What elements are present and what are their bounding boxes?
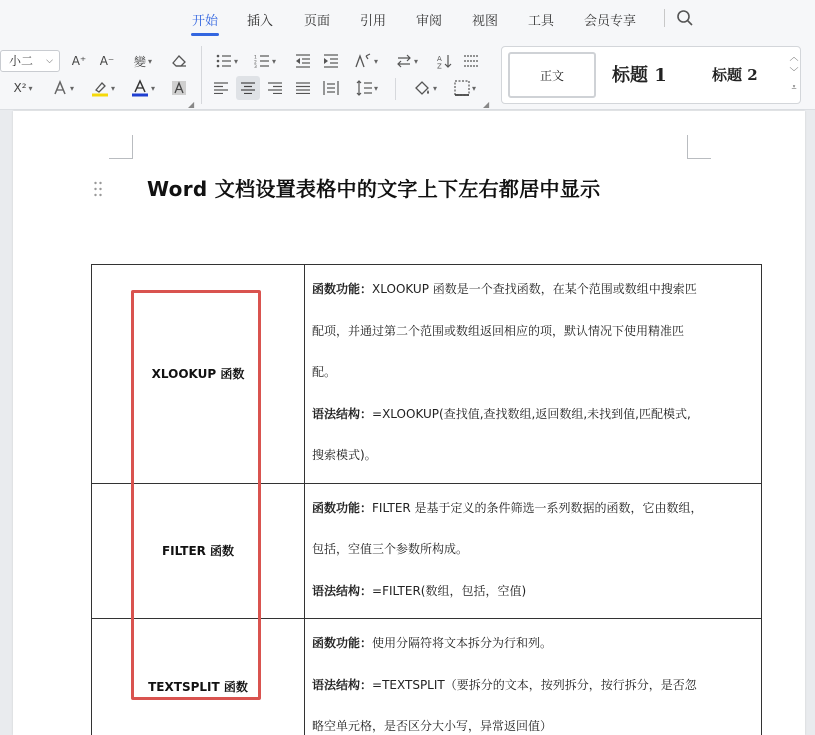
character-shading-button[interactable]: [168, 78, 190, 98]
description-line: 包括，空值三个参数所构成。: [312, 542, 469, 556]
sort-button[interactable]: [434, 51, 456, 71]
bullet-list-button[interactable]: [212, 51, 242, 71]
more-icon[interactable]: ⩡: [791, 83, 797, 93]
svg-text:1: 1: [253, 55, 257, 61]
text-direction-button[interactable]: [350, 51, 382, 71]
function-name-cell[interactable]: FILTER 函数: [92, 483, 305, 619]
show-marks-button[interactable]: [460, 51, 482, 71]
chevron-down-icon: ⌵: [46, 56, 53, 66]
paragraph-dialog-launcher-icon[interactable]: ◢: [483, 100, 490, 109]
decrease-indent-button[interactable]: [292, 51, 314, 71]
align-center-icon: [241, 82, 255, 94]
svg-text:2: 2: [253, 60, 257, 66]
grow-font-button[interactable]: A⁺: [71, 54, 87, 68]
clear-format-button[interactable]: [168, 51, 190, 71]
active-tab-indicator: [191, 33, 219, 36]
distributed-icon: [463, 54, 479, 68]
borders-icon: [454, 80, 470, 96]
description-line: 函数功能：XLOOKUP 函数是一个查找函数，在某个范围或数组中搜索匹: [312, 282, 697, 296]
font-size-value: 小二: [9, 54, 34, 68]
chevron-down-icon[interactable]: ﹀: [789, 68, 799, 78]
chevron-down-icon: ▾: [373, 83, 378, 93]
align-right-button[interactable]: [264, 78, 286, 98]
function-description-cell[interactable]: [305, 619, 762, 735]
function-name-cell[interactable]: XLOOKUP 函数: [92, 265, 305, 484]
shading-button[interactable]: [408, 78, 442, 98]
justify-button[interactable]: [292, 78, 314, 98]
phonetic-guide-button[interactable]: [126, 51, 160, 71]
tab-insert[interactable]: 插入: [247, 14, 274, 29]
align-center-button[interactable]: [236, 76, 260, 100]
tab-tools[interactable]: 工具: [528, 14, 555, 29]
document-title[interactable]: Word 文档设置表格中的文字上下左右都居中显示: [147, 177, 601, 201]
font-dialog-launcher-icon[interactable]: ◢: [188, 100, 195, 109]
tab-home[interactable]: 开始: [192, 14, 219, 29]
drag-handle-icon[interactable]: [93, 181, 103, 197]
chevron-down-icon: ▾: [28, 83, 33, 93]
description-line: 略空单元格，是否区分大小写，异常返回值）: [312, 719, 553, 733]
distributed-align-icon: [323, 81, 339, 95]
font-size-select[interactable]: [0, 50, 60, 72]
description-line: 函数功能：使用分隔符将文本拆分为行和列。: [312, 636, 553, 650]
group-divider: [201, 46, 202, 104]
phonetic-guide-label: 變: [133, 54, 146, 69]
justify-icon: [296, 82, 310, 94]
borders-button[interactable]: [448, 78, 482, 98]
home-ribbon: [0, 38, 815, 110]
text-direction-icon: [354, 53, 372, 69]
chevron-down-icon: ▾: [69, 83, 74, 93]
description-line: 配项，并通过第二个范围或数组返回相应的项，默认情况下使用精准匹: [312, 323, 685, 338]
tab-view[interactable]: 视图: [472, 14, 499, 29]
chevron-up-icon[interactable]: ︿: [789, 53, 799, 63]
description-line: 搜索模式)。: [312, 448, 377, 462]
character-shading-icon: [171, 80, 187, 96]
shrink-font-button[interactable]: A⁻: [99, 54, 115, 68]
group-divider: [395, 78, 396, 100]
font-color-icon: [131, 79, 149, 97]
bullet-list-icon: [216, 54, 232, 68]
text-effect-icon: [52, 80, 68, 96]
text-effect-button[interactable]: [46, 78, 80, 98]
highlight-annotation-box: [131, 290, 261, 700]
style-normal[interactable]: 正文: [508, 52, 596, 98]
line-spacing-icon: [356, 80, 372, 96]
line-spacing-button[interactable]: [350, 78, 384, 98]
chevron-down-icon: ▾: [110, 83, 115, 93]
tab-page[interactable]: 页面: [304, 14, 331, 29]
distribute-button[interactable]: [320, 78, 342, 98]
svg-text:3: 3: [253, 65, 257, 68]
chevron-down-icon: ▾: [271, 56, 276, 66]
chevron-down-icon: ▾: [432, 83, 437, 93]
description-line: 语法结构：=XLOOKUP(查找值,查找数组,返回数组,未找到值,匹配模式,: [312, 406, 691, 421]
swap-arrows-icon: [396, 54, 412, 68]
svg-text:A: A: [437, 55, 442, 63]
superscript-label: X²: [13, 81, 27, 95]
line-break-button[interactable]: [392, 51, 422, 71]
function-description-cell[interactable]: [305, 483, 762, 619]
superscript-button[interactable]: [6, 78, 40, 98]
style-heading-2[interactable]: 标题 2: [712, 66, 758, 84]
eraser-icon: [171, 54, 187, 68]
margin-marker-top-left: [109, 135, 133, 159]
chevron-down-icon: ▾: [471, 83, 476, 93]
tab-review[interactable]: 审阅: [416, 14, 443, 29]
function-name-cell[interactable]: TEXTSPLIT 函数: [92, 619, 305, 735]
highlight-color-button[interactable]: [86, 78, 120, 98]
description-line: 配。: [312, 365, 337, 379]
description-line: 语法结构：=TEXTSPLIT（要拆分的文本，按列拆分，按行拆分，是否忽: [312, 677, 697, 692]
tab-references[interactable]: 引用: [360, 14, 387, 29]
numbered-list-icon: [254, 54, 270, 68]
numbered-list-button[interactable]: [250, 51, 280, 71]
chevron-down-icon: ▾: [150, 83, 155, 93]
styles-gallery: [501, 46, 801, 104]
margin-marker-top-right: [687, 135, 711, 159]
styles-scroll[interactable]: [788, 51, 800, 96]
document-canvas: [0, 111, 815, 735]
document-page[interactable]: [13, 111, 805, 735]
chevron-down-icon: ▾: [148, 56, 153, 66]
chevron-down-icon: ▾: [413, 56, 418, 66]
tab-divider: [664, 9, 665, 27]
increase-indent-button[interactable]: [320, 51, 342, 71]
font-color-button[interactable]: [126, 78, 160, 98]
function-description-cell[interactable]: [305, 265, 762, 484]
paint-bucket-icon: [413, 80, 431, 96]
svg-text:Z: Z: [437, 62, 442, 69]
align-left-icon: [214, 82, 228, 94]
chevron-down-icon: ▾: [233, 56, 238, 66]
increase-indent-icon: [323, 54, 339, 68]
highlighter-icon: [91, 79, 109, 97]
sort-icon: [437, 53, 453, 69]
description-line: 语法结构：=FILTER(数组，包括，空值): [312, 583, 527, 598]
style-heading-1[interactable]: 标题 1: [612, 65, 667, 86]
align-left-button[interactable]: [210, 78, 232, 98]
align-right-icon: [268, 82, 282, 94]
description-line: 函数功能：FILTER 是基于定义的条件筛选一系列数据的函数，它由数组，: [312, 500, 703, 515]
decrease-indent-icon: [295, 54, 311, 68]
tab-member[interactable]: 会员专享: [584, 14, 637, 29]
ribbon-tab-bar: [0, 0, 815, 38]
chevron-down-icon: ▾: [373, 56, 378, 66]
search-icon[interactable]: [676, 9, 694, 27]
